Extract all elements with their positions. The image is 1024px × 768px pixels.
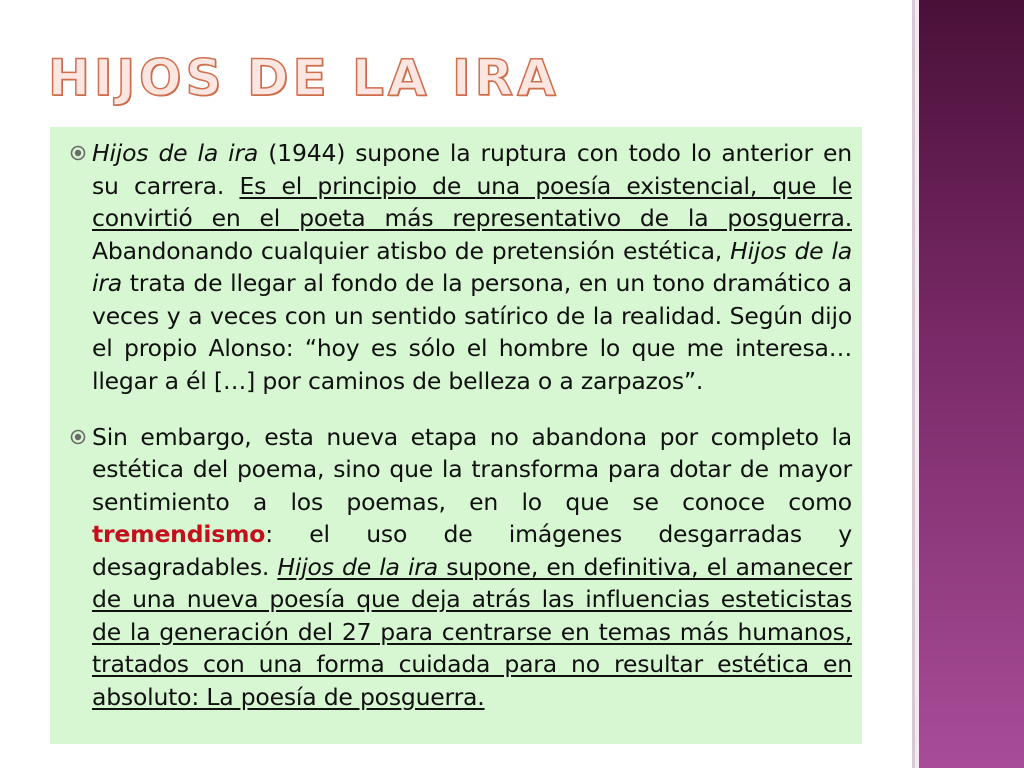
- paragraph-text: : el uso de imágenes desgarradas y desagradables.: [92, 520, 852, 581]
- bullet-circle-icon: [70, 429, 86, 445]
- paragraph-text: Abandonando cualquier atisbo de pretensión estética,: [92, 236, 731, 265]
- highlighted-term: tremendismo: [92, 520, 266, 548]
- slide-title: HIJOS DE LA IRA: [48, 49, 560, 107]
- decorative-side-bar: [912, 0, 1024, 768]
- bullet-circle-icon: [70, 145, 86, 161]
- paragraph-text: (1944) supone la ruptura con todo lo anterior en su carrera.: [92, 139, 852, 200]
- bullet-paragraph-1: [60, 137, 852, 397]
- paragraph-text: trata de llegar al fondo de la persona, en un tono dramático a veces y a veces con un sentido satírico de la realidad. Según dijo el propio Alonso: “hoy es sólo el hombre lo que me interesa… llegar a él […] por caminos de belleza o a zarpazos”.: [92, 269, 852, 395]
- bullet-paragraph-2: [60, 421, 852, 714]
- book-title-text: Hijos de la ira: [92, 236, 852, 297]
- underlined-text: Es el principio de una poesía existencial, que le convirtió en el poeta más representativo de la posguerra.: [92, 171, 852, 232]
- book-title-text: Hijos de la ira: [92, 139, 259, 167]
- book-title-text: Hijos de la ira: [277, 552, 438, 581]
- underlined-text: supone, en definitiva, el amanecer de una nueva poesía que deja atrás las influencias esteticistas de la generación del 27 para centrarse en temas más humanos, tratados con una forma cuidada para no resultar estética en absoluto: La poesía de posguerra.: [92, 552, 853, 711]
- paragraph-text: Sin embargo, esta nueva etapa no abandona por completo la estética del poema, sino que la transforma para dotar de mayor sentimiento a los poemas, en lo que se conoce como: [92, 422, 852, 516]
- content-box: [50, 127, 862, 744]
